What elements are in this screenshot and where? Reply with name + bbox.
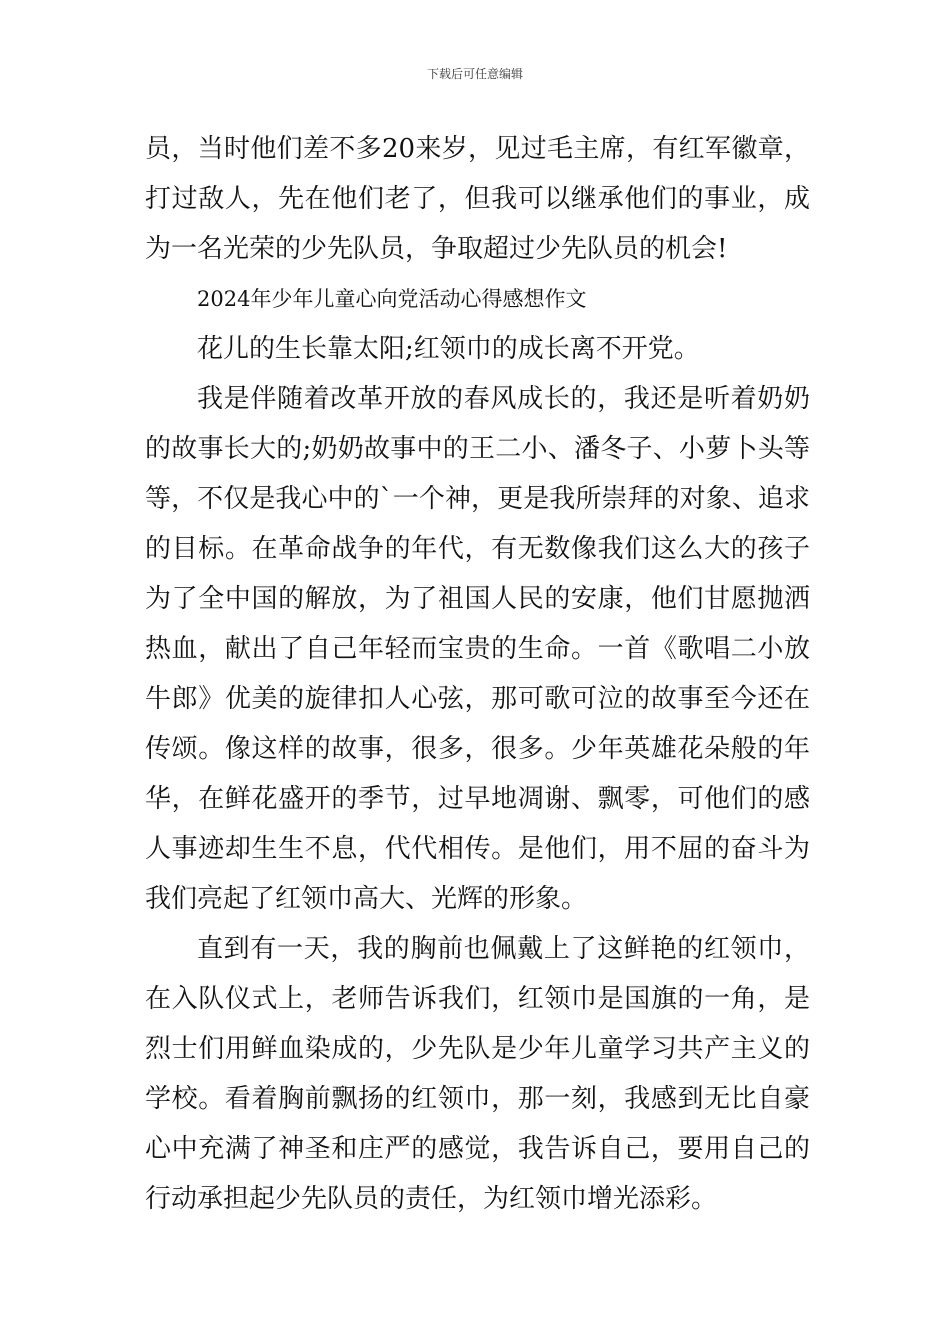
text-line: 牛郎》优美的旋律扣人心弦，那可歌可泣的故事至今还在 — [145, 684, 810, 714]
text-line: 的故事长大的;奶奶故事中的王二小、潘冬子、小萝卜头等 — [145, 434, 810, 464]
text-line: 打过敌人，先在他们老了，但我可以继承他们的事业，成 — [145, 184, 810, 214]
section-title: 2024年少年儿童心向党活动心得感想作文 — [197, 287, 587, 311]
text-line: 直到有一天，我的胸前也佩戴上了这鲜艳的红领巾， — [197, 934, 810, 964]
text-line: 为一名光荣的少先队员，争取超过少先队员的机会! — [145, 234, 728, 264]
text-line: 花儿的生长靠太阳;红领巾的成长离不开党。 — [197, 334, 700, 364]
text-line: 在入队仪式上，老师告诉我们，红领巾是国旗的一角，是 — [145, 984, 810, 1014]
text-line: 我是伴随着改革开放的春风成长的，我还是听着奶奶 — [197, 384, 810, 414]
text-line: 行动承担起少先队员的责任，为红领巾增光添彩。 — [145, 1184, 718, 1214]
text-line: 我们亮起了红领巾高大、光辉的形象。 — [145, 884, 588, 914]
text-line: 华，在鲜花盛开的季节，过早地凋谢、飘零，可他们的感 — [145, 784, 810, 814]
text-line: 传颂。像这样的故事，很多，很多。少年英雄花朵般的年 — [145, 734, 810, 764]
text-line: 心中充满了神圣和庄严的感觉，我告诉自己，要用自己的 — [145, 1134, 810, 1164]
text-line: 热血，献出了自己年轻而宝贵的生命。一首《歌唱二小放 — [145, 634, 810, 664]
document-body — [145, 124, 810, 1224]
text-line: 的目标。在革命战争的年代，有无数像我们这么大的孩子 — [145, 534, 810, 564]
text-line: 学校。看着胸前飘扬的红领巾，那一刻，我感到无比自豪 — [145, 1084, 810, 1114]
text-line: 烈士们用鲜血染成的，少先队是少年儿童学习共产主义的 — [145, 1034, 810, 1064]
text-line: 人事迹却生生不息，代代相传。是他们，用不屈的奋斗为 — [145, 834, 810, 864]
text-line: 为了全中国的解放，为了祖国人民的安康，他们甘愿抛洒 — [145, 584, 810, 614]
text-line: 员，当时他们差不多20来岁，见过毛主席，有红军徽章， — [145, 134, 810, 164]
text-line: 等，不仅是我心中的`一个神，更是我所崇拜的对象、追求 — [145, 484, 810, 514]
page-header: 下载后可任意编辑 — [426, 67, 523, 81]
